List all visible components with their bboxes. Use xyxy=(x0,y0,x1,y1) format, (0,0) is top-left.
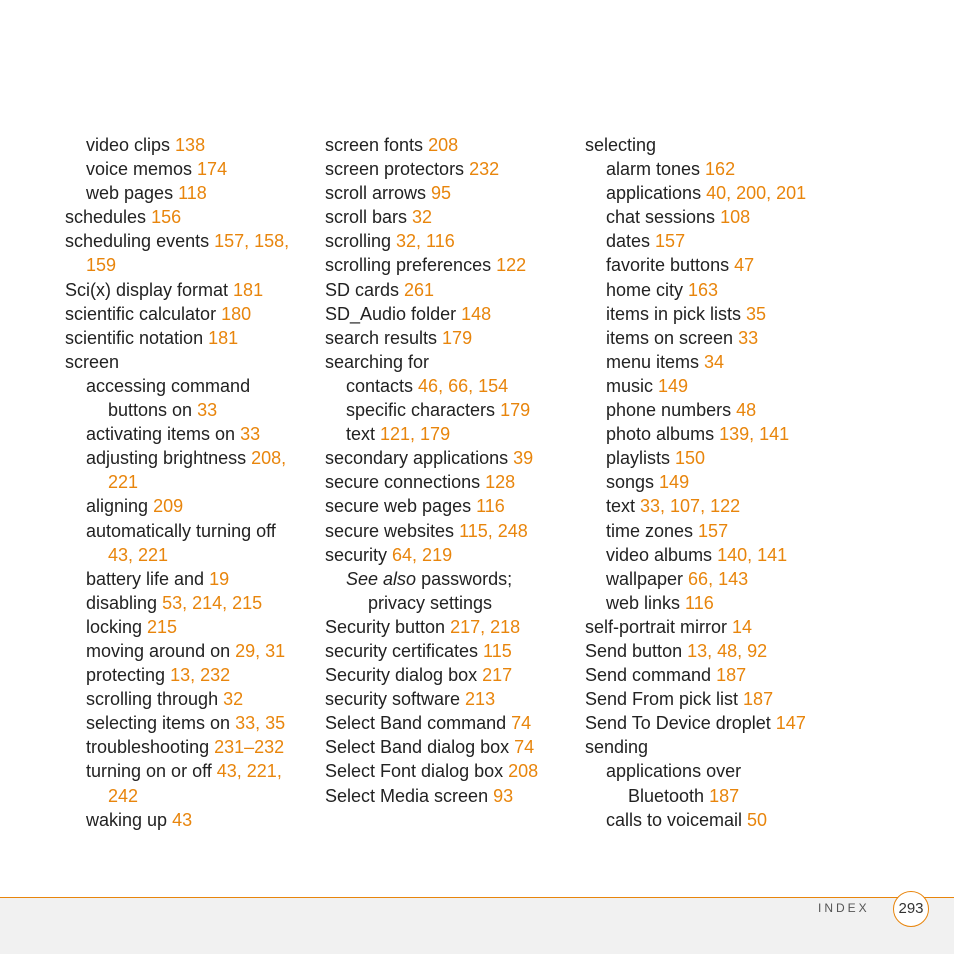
index-term: SD cards xyxy=(325,279,405,300)
index-term: items on screen xyxy=(606,327,739,348)
index-term: photo albums xyxy=(606,424,720,445)
page-reference-link[interactable]: 179 xyxy=(500,400,531,421)
index-term: chat sessions xyxy=(606,207,721,228)
index-term: Select Font dialog box xyxy=(325,761,509,782)
index-entry xyxy=(585,157,835,181)
page-reference-link[interactable]: 95 xyxy=(431,183,452,204)
index-entry xyxy=(585,278,835,302)
page-reference-link[interactable]: 32 xyxy=(223,689,244,710)
index-entry xyxy=(585,446,835,470)
page-reference-link[interactable]: 221 xyxy=(108,472,139,493)
index-term: Bluetooth xyxy=(628,785,710,806)
index-entry xyxy=(585,591,835,615)
index-term: items in pick lists xyxy=(606,303,747,324)
page-reference-link[interactable]: 66, 143 xyxy=(688,568,749,589)
index-entry xyxy=(585,398,835,422)
page-reference-link[interactable]: 217, 218 xyxy=(450,616,521,637)
page-reference-link[interactable]: 163 xyxy=(688,279,719,300)
index-term: voice memos xyxy=(86,159,198,180)
page-reference-link[interactable]: 157, 158, xyxy=(214,231,290,252)
page-reference-link[interactable]: 217 xyxy=(482,665,513,686)
index-term: contacts xyxy=(346,375,419,396)
page-reference-link[interactable]: 187 xyxy=(716,665,747,686)
index-entry xyxy=(585,639,835,663)
index-term: Security button xyxy=(325,616,451,637)
index-entry xyxy=(65,326,305,350)
page-reference-link[interactable]: 40, 200, 201 xyxy=(706,183,807,204)
index-term: aligning xyxy=(86,496,154,517)
page-reference-link[interactable]: 32 xyxy=(412,207,433,228)
index-term: video albums xyxy=(606,544,718,565)
index-entry xyxy=(65,759,305,783)
page-number: 293 xyxy=(893,891,929,927)
index-entry xyxy=(65,205,305,229)
index-term: security software xyxy=(325,689,466,710)
index-column-1 xyxy=(65,133,305,832)
index-term: secondary applications xyxy=(325,448,514,469)
index-entry xyxy=(325,591,575,615)
index-entry xyxy=(585,470,835,494)
index-entry xyxy=(65,470,305,494)
page-reference-link[interactable]: 128 xyxy=(485,472,516,493)
page-reference-link[interactable]: 208 xyxy=(508,761,539,782)
index-entry xyxy=(65,639,305,663)
index-term: schedules xyxy=(65,207,152,228)
section-label: INDEX xyxy=(818,901,870,915)
page-reference-link[interactable]: 64, 219 xyxy=(392,544,453,565)
index-entry xyxy=(65,374,305,398)
page-reference-link[interactable]: 208 xyxy=(428,135,459,155)
index-term: Select Band dialog box xyxy=(325,737,515,758)
page-reference-link[interactable]: 13, 48, 92 xyxy=(687,640,768,661)
page-reference-link[interactable]: 47 xyxy=(734,255,755,276)
index-entry xyxy=(585,133,835,157)
page-reference-link[interactable]: 116 xyxy=(685,592,714,613)
index-entry xyxy=(65,784,305,808)
index-entry xyxy=(65,519,305,543)
index-entry xyxy=(65,494,305,518)
index-term: Select Media screen xyxy=(325,785,494,806)
index-entry xyxy=(585,494,835,518)
index-entry xyxy=(585,374,835,398)
index-term: screen protectors xyxy=(325,159,470,180)
index-term: video clips xyxy=(86,135,176,155)
page-reference-link[interactable]: 156 xyxy=(151,207,182,228)
index-entry xyxy=(325,398,575,422)
index-entry xyxy=(325,687,575,711)
page-reference-link[interactable]: 33 xyxy=(738,327,759,348)
index-entry xyxy=(65,278,305,302)
index-entry xyxy=(65,543,305,567)
page-reference-link[interactable]: 33, 107, 122 xyxy=(640,496,741,517)
index-term: security xyxy=(325,544,393,565)
index-entry xyxy=(65,157,305,181)
page-reference-link[interactable]: 148 xyxy=(461,303,492,324)
index-term: protecting xyxy=(86,665,171,686)
index-entry xyxy=(65,711,305,735)
index-entry xyxy=(585,711,835,735)
index-entry xyxy=(65,591,305,615)
index-term: selecting xyxy=(585,135,657,155)
index-entry xyxy=(65,735,305,759)
page-reference-link[interactable]: 159 xyxy=(86,255,117,276)
index-entry xyxy=(325,711,575,735)
index-term: Security dialog box xyxy=(325,665,483,686)
page-reference-link[interactable]: 48 xyxy=(736,400,757,421)
page-reference-link[interactable]: 140, 141 xyxy=(717,544,788,565)
index-term: self-portrait mirror xyxy=(585,616,733,637)
index-entry xyxy=(325,205,575,229)
page-reference-link[interactable]: 34 xyxy=(704,351,725,372)
index-entry xyxy=(65,133,305,157)
page-reference-link[interactable]: 115, 248 xyxy=(459,520,528,541)
index-entry xyxy=(325,446,575,470)
index-entry xyxy=(325,615,575,639)
index-term: playlists xyxy=(606,448,676,469)
page-reference-link[interactable]: 108 xyxy=(720,207,751,228)
index-term: scientific calculator xyxy=(65,303,222,324)
page-reference-link[interactable]: 33 xyxy=(197,400,218,421)
index-term: security certificates xyxy=(325,640,484,661)
page-reference-link[interactable]: 115 xyxy=(483,640,512,661)
page-reference-link[interactable]: 74 xyxy=(514,737,535,758)
index-term: activating items on xyxy=(86,424,241,445)
page-reference-link[interactable]: 43, 221, xyxy=(216,761,282,782)
page-reference-link[interactable]: 74 xyxy=(511,713,532,734)
index-entry xyxy=(325,181,575,205)
index-entry xyxy=(325,663,575,687)
page-reference-link[interactable]: 180 xyxy=(221,303,252,324)
page-reference-link[interactable]: 261 xyxy=(404,279,435,300)
index-entry xyxy=(325,326,575,350)
index-entry xyxy=(585,543,835,567)
index-entry xyxy=(585,205,835,229)
index-term: searching for xyxy=(325,351,430,372)
page-reference-link[interactable]: 174 xyxy=(197,159,228,180)
index-entry xyxy=(325,302,575,326)
page-reference-link[interactable]: 162 xyxy=(705,159,736,180)
index-term: automatically turning off xyxy=(86,520,276,541)
index-term: buttons on xyxy=(108,400,198,421)
index-entry xyxy=(325,470,575,494)
index-entry xyxy=(325,784,575,808)
index-entry xyxy=(325,133,575,157)
page-reference-link[interactable]: 208, xyxy=(251,448,287,469)
page-reference-link[interactable]: 33, 35 xyxy=(235,713,286,734)
index-term: scrolling xyxy=(325,231,397,252)
index-term: sending xyxy=(585,737,649,758)
index-term: music xyxy=(606,375,659,396)
index-entry xyxy=(325,735,575,759)
index-term: scrolling through xyxy=(86,689,224,710)
index-term: secure web pages xyxy=(325,496,477,517)
index-term: screen xyxy=(65,351,120,372)
page-reference-link[interactable]: 39 xyxy=(513,448,534,469)
index-entry xyxy=(65,687,305,711)
index-term: time zones xyxy=(606,520,699,541)
index-entry xyxy=(65,663,305,687)
index-term: web pages xyxy=(86,183,179,204)
index-term: secure websites xyxy=(325,520,460,541)
page-reference-link[interactable]: 46, 66, 154 xyxy=(418,375,509,396)
index-term: calls to voicemail xyxy=(606,809,748,830)
page-reference-link[interactable]: 13, 232 xyxy=(170,665,231,686)
index-entry xyxy=(65,446,305,470)
page-reference-link[interactable]: 232 xyxy=(469,159,500,180)
index-term: text xyxy=(606,496,641,517)
index-entry xyxy=(585,253,835,277)
index-entry xyxy=(325,543,575,567)
index-entry xyxy=(585,808,835,832)
index-term: scheduling events xyxy=(65,231,215,252)
index-term: menu items xyxy=(606,351,705,372)
index-term: SD_Audio folder xyxy=(325,303,462,324)
index-term: wallpaper xyxy=(606,568,689,589)
index-term: Sci(x) display format xyxy=(65,279,234,300)
page-reference-link[interactable]: 53, 214, 215 xyxy=(162,592,263,613)
index-term: screen fonts xyxy=(325,135,429,155)
index-entry xyxy=(585,326,835,350)
index-entry xyxy=(325,567,575,591)
index-term: songs xyxy=(606,472,660,493)
page-reference-link[interactable]: 19 xyxy=(209,568,230,589)
index-entry xyxy=(325,157,575,181)
page-reference-link[interactable]: 149 xyxy=(659,472,690,493)
page-reference-link[interactable]: 150 xyxy=(675,448,706,469)
cross-reference-label: See also xyxy=(346,568,417,589)
index-entry xyxy=(585,735,835,759)
index-entry xyxy=(65,229,305,253)
index-entry xyxy=(585,615,835,639)
index-term: Send From pick list xyxy=(585,689,744,710)
index-entry xyxy=(65,808,305,832)
index-entry xyxy=(65,302,305,326)
index-term: battery life and xyxy=(86,568,210,589)
index-entry xyxy=(585,663,835,687)
index-entry xyxy=(325,229,575,253)
index-entry xyxy=(65,422,305,446)
page-reference-link[interactable]: 43, 221 xyxy=(108,544,169,565)
index-term: web links xyxy=(606,592,686,613)
index-term: selecting items on xyxy=(86,713,236,734)
index-entry xyxy=(65,398,305,422)
index-term: disabling xyxy=(86,592,163,613)
index-term: home city xyxy=(606,279,689,300)
index-term: text xyxy=(346,424,381,445)
page-reference-link[interactable]: 181 xyxy=(233,279,264,300)
page-reference-link[interactable]: 139, 141 xyxy=(719,424,790,445)
index-entry xyxy=(65,350,305,374)
page-reference-link[interactable]: 149 xyxy=(658,375,689,396)
index-term: phone numbers xyxy=(606,400,737,421)
index-term: scroll arrows xyxy=(325,183,432,204)
index-term: scrolling preferences xyxy=(325,255,497,276)
index-entry xyxy=(585,687,835,711)
page-reference-link[interactable]: 35 xyxy=(746,303,767,324)
index-term: waking up xyxy=(86,809,173,830)
index-column-3 xyxy=(585,133,835,832)
page-reference-link[interactable]: 138 xyxy=(175,135,206,155)
index-term: scroll bars xyxy=(325,207,413,228)
page-reference-link[interactable]: 181 xyxy=(208,327,239,348)
index-term: troubleshooting xyxy=(86,737,215,758)
index-term: moving around on xyxy=(86,640,236,661)
page-reference-link[interactable]: 14 xyxy=(732,616,753,637)
page-reference-link[interactable]: 32, 116 xyxy=(396,231,455,252)
page-reference-link[interactable]: 29, 31 xyxy=(235,640,286,661)
index-term: favorite buttons xyxy=(606,255,735,276)
index-entry xyxy=(325,422,575,446)
index-term: passwords; xyxy=(416,568,513,589)
index-entry xyxy=(325,374,575,398)
index-entry xyxy=(325,639,575,663)
index-entry xyxy=(325,278,575,302)
page-reference-link[interactable]: 33 xyxy=(240,424,261,445)
page-reference-link[interactable]: 187 xyxy=(709,785,740,806)
index-term: scientific notation xyxy=(65,327,209,348)
index-term: search results xyxy=(325,327,443,348)
page-reference-link[interactable]: 122 xyxy=(496,255,527,276)
page-reference-link[interactable]: 157 xyxy=(698,520,729,541)
page-reference-link[interactable]: 179 xyxy=(442,327,473,348)
index-entry xyxy=(585,181,835,205)
index-term: locking xyxy=(86,616,148,637)
index-term: accessing command xyxy=(86,375,251,396)
index-term: Select Band command xyxy=(325,713,512,734)
index-term: privacy settings xyxy=(368,592,493,613)
page-reference-link[interactable]: 215 xyxy=(147,616,178,637)
index-entry xyxy=(585,759,835,783)
index-term: dates xyxy=(606,231,656,252)
index-entry xyxy=(65,253,305,277)
index-entry xyxy=(325,494,575,518)
page-reference-link[interactable]: 213 xyxy=(465,689,496,710)
page-reference-link[interactable]: 121, 179 xyxy=(380,424,451,445)
index-term: Send command xyxy=(585,665,717,686)
index-entry xyxy=(65,567,305,591)
page-reference-link[interactable]: 116 xyxy=(476,496,505,517)
index-term: secure connections xyxy=(325,472,486,493)
index-entry xyxy=(325,350,575,374)
index-entry xyxy=(325,253,575,277)
index-term: turning on or off xyxy=(86,761,217,782)
index-column-2 xyxy=(325,133,575,808)
page-reference-link[interactable]: 43 xyxy=(172,809,193,830)
page-reference-link[interactable]: 231–232 xyxy=(214,737,285,758)
index-entry xyxy=(585,350,835,374)
index-entry xyxy=(325,759,575,783)
index-entry xyxy=(585,519,835,543)
page-reference-link[interactable]: 242 xyxy=(108,785,139,806)
page-reference-link[interactable]: 209 xyxy=(153,496,184,517)
page-reference-link[interactable]: 50 xyxy=(747,809,768,830)
page-reference-link[interactable]: 118 xyxy=(178,183,207,204)
page-reference-link[interactable]: 93 xyxy=(493,785,514,806)
page-reference-link[interactable]: 187 xyxy=(743,689,774,710)
index-term: applications over xyxy=(606,761,742,782)
index-term: applications xyxy=(606,183,707,204)
index-term: adjusting brightness xyxy=(86,448,252,469)
footer-bar xyxy=(0,897,954,954)
page-reference-link[interactable]: 157 xyxy=(655,231,686,252)
index-term: alarm tones xyxy=(606,159,706,180)
index-entry xyxy=(65,181,305,205)
index-entry xyxy=(585,784,835,808)
index-term: specific characters xyxy=(346,400,501,421)
index-term: Send button xyxy=(585,640,688,661)
index-entry xyxy=(325,519,575,543)
index-entry xyxy=(585,422,835,446)
index-term: Send To Device droplet xyxy=(585,713,776,734)
index-entry xyxy=(585,229,835,253)
index-entry xyxy=(65,615,305,639)
index-entry xyxy=(585,302,835,326)
page-reference-link[interactable]: 147 xyxy=(775,713,806,734)
index-entry xyxy=(585,567,835,591)
